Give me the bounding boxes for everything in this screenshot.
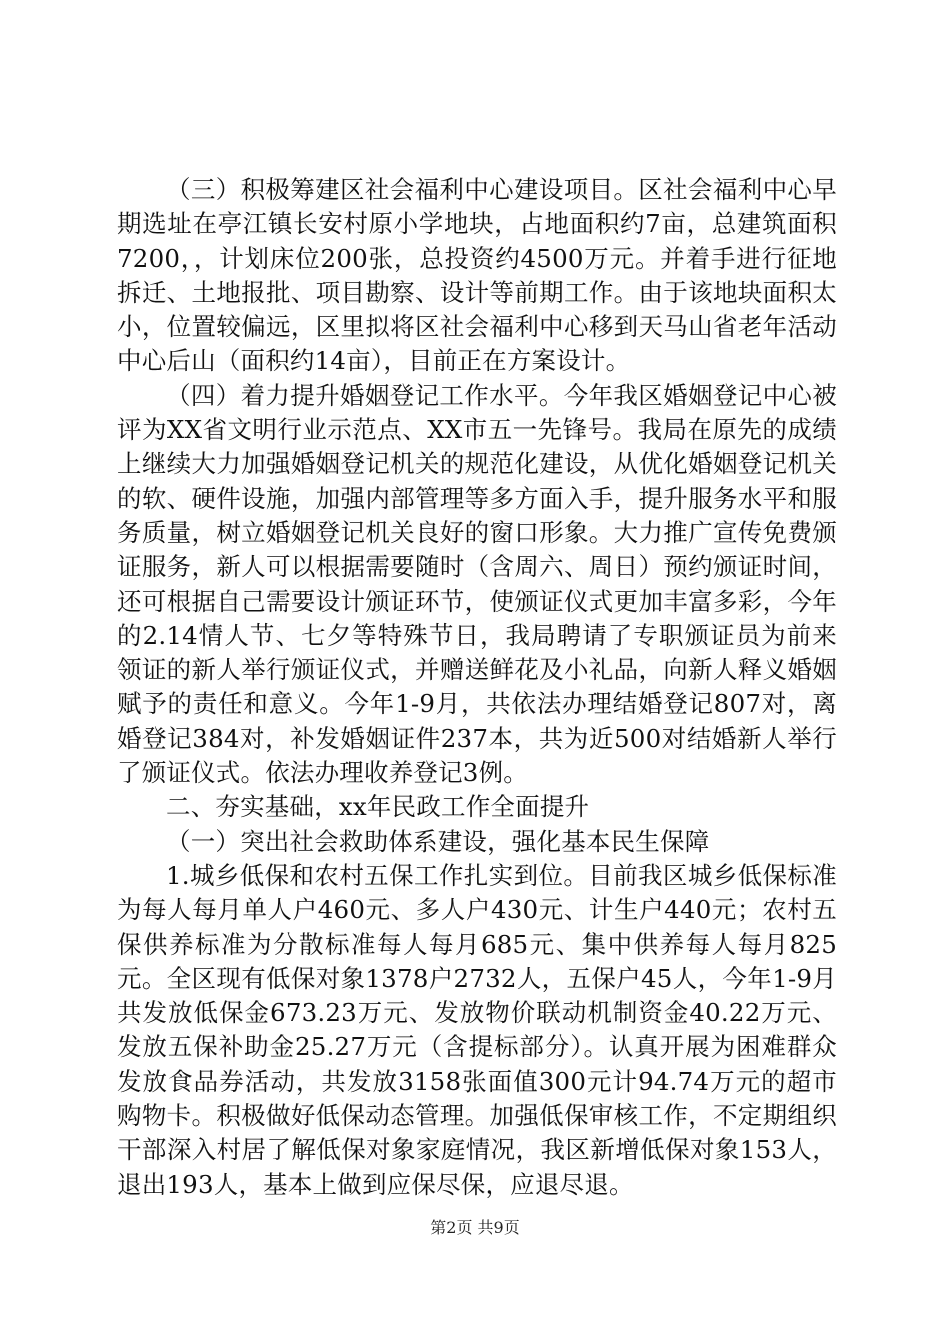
- page-number-footer: 第2页 共9页: [430, 1218, 520, 1237]
- paragraph-marriage-registration: （四）着力提升婚姻登记工作水平。今年我区婚姻登记中心被评为XX省文明行业示范点、XX市五一先锋号。我局在原先的成绩上继续大力加强婚姻登记机关的规范化建设，从优化婚姻登记机关的软、硬件设施，加强内部管理等多方面入手，提升服务水平和服务质量，树立婚姻登记机关良好的窗口形象。大力推广宣传免费颁证服务，新人可以根据需要随时（含周六、周日）预约颁证时间，还可根据自己需要设计颁证环节，使颁证仪式更加丰富多彩，今年的2.14情人节、七夕等特殊节日，我局聘请了专职颁证员为前来领证的新人举行颁证仪式，并赠送鲜花及小礼品，向新人释义婚姻赋予的责任和意义。今年1-9月，共依法办理结婚登记807对，离婚登记384对，补发婚姻证件237本，共为近500对结婚新人举行了颁证仪式。依法办理收养登记3例。: [117, 380, 837, 788]
- section-heading: 二、夯实基础，xx年民政工作全面提升: [166, 792, 590, 822]
- paragraph-subsistence-allowance: 1.城乡低保和农村五保工作扎实到位。目前我区城乡低保标准为每人每月单人户460元、多人户430元、计生户440元；农村五保供养标准为分散标准每人每月685元、集中供养每人每月825元。全区现有低保对象1378户2732人，五保户45人，今年1-9月共发放低保金673.23万元、发放物价联动机制资金40.22万元、发放五保补助金25.27万元（含提标部分）。认真开展为困难群众发放食品券活动，共发放3158张面值300元计94.74万元的超市购物卡。积极做好低保动态管理。加强低保审核工作，不定期组织干部深入村居了解低保对象家庭情况，我区新增低保对象153人，退出193人，基本上做到应保尽保，应退尽退。: [117, 860, 837, 1199]
- document-body: [117, 173, 837, 1202]
- paragraph-welfare-center: （三）积极筹建区社会福利中心建设项目。区社会福利中心早期选址在亭江镇长安村原小学地块，占地面积约7亩，总建筑面积7200，，计划床位200张，总投资约4500万元。并着手进行征地拆迁、土地报批、项目勘察、设计等前期工作。由于该地块面积太小，位置较偏远，区里拟将区社会福利中心移到天马山省老年活动中心后山（面积约14亩），目前正在方案设计。: [117, 175, 837, 376]
- subsection-heading: （一）突出社会救助体系建设，强化基本民生保障: [166, 826, 710, 856]
